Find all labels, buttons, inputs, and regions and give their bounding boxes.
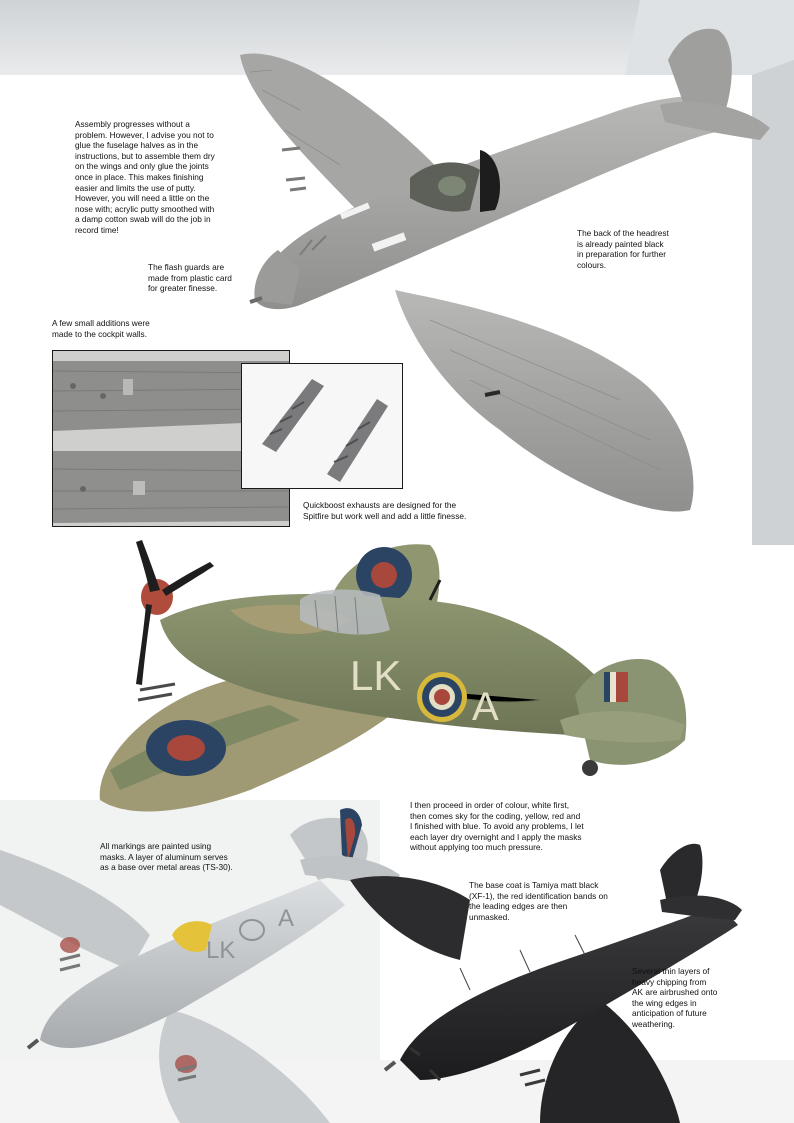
exhausts-inset <box>241 363 403 489</box>
silver-code-a: A <box>278 905 295 932</box>
caption-flash-guards: The flash guards are made from plastic card for greater finesse. <box>148 262 232 294</box>
caption-colour-order: I then proceed in order of colour, white first, then comes sky for the coding, yellow, red and I finished with blue. To avoid any problems, I let each layer dry overnight and I apply the masks without applying too much pressure. <box>410 800 584 853</box>
fuselage-code-lk: LK <box>350 652 402 699</box>
caption-headrest: The back of the headrest is already painted black in preparation for further colours. <box>577 228 669 270</box>
caption-masks: All markings are painted using masks. A layer of aluminum serves as a base over metal areas (TS-30). <box>100 841 233 873</box>
silver-code-lk: LK <box>206 937 236 964</box>
caption-exhausts: Quickboost exhausts are designed for the Spitfire but work well and add a little finesse. <box>303 500 467 521</box>
caption-assembly: Assembly progresses without a problem. However, I advise you not to glue the fuselage halves as in the instructions, but to assemble them dry on the wings and only glue the joints once in place. This makes finishing easier and limits the use of putty. However, you will need a little on the nose with; acrylic putty smoothed with a damp cotton swab will do the job in record time! <box>75 119 215 235</box>
caption-chipping: Several thin layers of heavy chipping from AK are airbrushed onto the wing edges in anticipation of future weathering. <box>632 966 718 1029</box>
caption-cockpit-walls: A few small additions were made to the cockpit walls. <box>52 318 150 339</box>
camo-hurricane-photo <box>100 540 687 811</box>
caption-base-coat: The base coat is Tamiya matt black (XF-1), the red identification bands on the leading edges are then unmasked. <box>469 880 608 922</box>
fuselage-code-a: A <box>472 685 499 729</box>
exhausts-photo <box>242 364 403 489</box>
